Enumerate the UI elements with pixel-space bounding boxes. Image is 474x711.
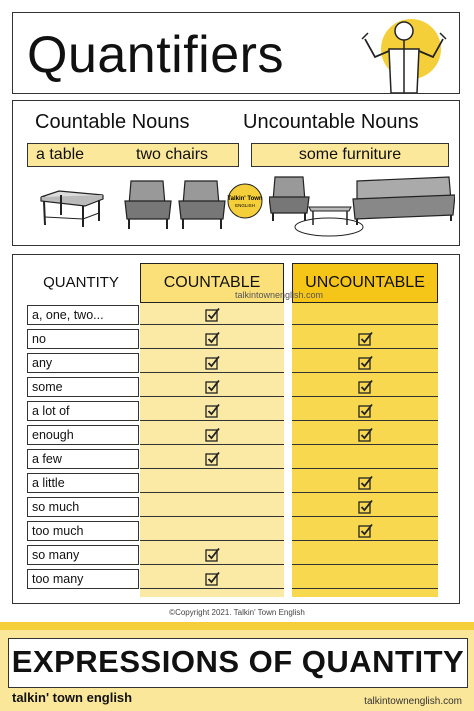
- quantifier-label: enough: [27, 425, 139, 445]
- table-row: [27, 473, 437, 493]
- uncountable-header: UNCOUNTABLE: [292, 263, 438, 303]
- checkbox-icon: [205, 331, 220, 346]
- countable-cell: [140, 497, 284, 517]
- countable-cell: [140, 401, 284, 421]
- quantifier-label: so many: [27, 545, 139, 565]
- countable-cell: [140, 521, 284, 541]
- uncountable-example: some furniture: [251, 143, 449, 167]
- quantifier-label: too many: [27, 569, 139, 589]
- countable-cell: [140, 353, 284, 373]
- copyright-text: ©Copyright 2021. Talkin' Town English: [169, 608, 305, 617]
- table-row: [27, 353, 437, 373]
- uncountable-cell: [292, 545, 438, 565]
- quantifier-label: a, one, two...: [27, 305, 139, 325]
- uncountable-cell: [292, 425, 438, 445]
- table-row: [27, 401, 437, 421]
- uncountable-cell: [292, 449, 438, 469]
- table-row: [27, 377, 437, 397]
- quantifier-label: any: [27, 353, 139, 373]
- checkbox-icon: [205, 451, 220, 466]
- example-two-chairs: two chairs: [136, 146, 209, 163]
- quantifier-label: too much: [27, 521, 139, 541]
- uncountable-cell: [292, 497, 438, 517]
- table-row: [27, 569, 437, 589]
- uncountable-cell: [292, 377, 438, 397]
- footer-url: talkintownenglish.com: [364, 696, 462, 707]
- countable-cell: [140, 473, 284, 493]
- table-row: [27, 449, 437, 469]
- checkbox-icon: [205, 427, 220, 442]
- checkbox-icon: [358, 355, 373, 370]
- sofa-icon: [269, 171, 455, 239]
- shrugging-person-icon: [359, 17, 449, 93]
- countable-cell: [140, 545, 284, 565]
- countable-cell: [140, 305, 284, 325]
- countable-cell: [140, 377, 284, 397]
- checkbox-icon: [358, 331, 373, 346]
- checkbox-icon: [205, 307, 220, 322]
- uncountable-cell: [292, 521, 438, 541]
- uncountable-cell: [292, 353, 438, 373]
- countable-nouns-heading: Countable Nouns: [35, 111, 190, 133]
- checkbox-icon: [205, 403, 220, 418]
- table-row: [27, 329, 437, 349]
- quantifier-table: [12, 254, 460, 604]
- checkbox-icon: [205, 547, 220, 562]
- footer-brand: talkin' town english: [12, 690, 133, 705]
- uncountable-cell: [292, 569, 438, 589]
- countable-header: COUNTABLE: [140, 263, 284, 303]
- nouns-panel: [12, 100, 460, 246]
- table-row: [27, 545, 437, 565]
- uncountable-cell: [292, 329, 438, 349]
- checkbox-icon: [358, 379, 373, 394]
- checkbox-icon: [358, 403, 373, 418]
- checkbox-icon: [205, 379, 220, 394]
- table-row: [27, 497, 437, 517]
- checkbox-icon: [205, 355, 220, 370]
- countable-cell: [140, 329, 284, 349]
- armchair-icon: [177, 177, 227, 231]
- quantity-header: QUANTITY: [43, 274, 119, 291]
- table-row: [27, 521, 437, 541]
- table-icon: [39, 189, 105, 229]
- quantifier-label: so much: [27, 497, 139, 517]
- footer-title: EXPRESSIONS OF QUANTITY: [8, 638, 468, 688]
- quantifier-label: a little: [27, 473, 139, 493]
- footer: [0, 622, 474, 711]
- quantifier-label: no: [27, 329, 139, 349]
- uncountable-cell: [292, 305, 438, 325]
- uncountable-cell: [292, 473, 438, 493]
- svg-text:ENGLISH: ENGLISH: [235, 203, 255, 208]
- quantifier-label: a few: [27, 449, 139, 469]
- watermark-text: talkintownenglish.com: [235, 290, 324, 300]
- example-a-table: a table: [36, 146, 85, 163]
- countable-examples: [27, 143, 239, 167]
- title-panel: [12, 12, 460, 94]
- countable-cell: [140, 569, 284, 589]
- table-row: [27, 425, 437, 445]
- checkbox-icon: [358, 523, 373, 538]
- armchair-icon: [123, 177, 173, 231]
- checkbox-icon: [358, 499, 373, 514]
- logo-icon: [227, 183, 263, 219]
- footer-accent-bar: [0, 622, 474, 630]
- quantifier-label: some: [27, 377, 139, 397]
- uncountable-cell: [292, 401, 438, 421]
- page-title: Quantifiers: [27, 26, 284, 84]
- checkbox-icon: [358, 427, 373, 442]
- quantifier-label: a lot of: [27, 401, 139, 421]
- checkbox-icon: [205, 571, 220, 586]
- checkbox-icon: [358, 475, 373, 490]
- svg-text:Talkin' Town: Talkin' Town: [227, 196, 263, 202]
- table-row: [27, 305, 437, 325]
- uncountable-nouns-heading: Uncountable Nouns: [243, 111, 419, 133]
- countable-cell: [140, 449, 284, 469]
- countable-cell: [140, 425, 284, 445]
